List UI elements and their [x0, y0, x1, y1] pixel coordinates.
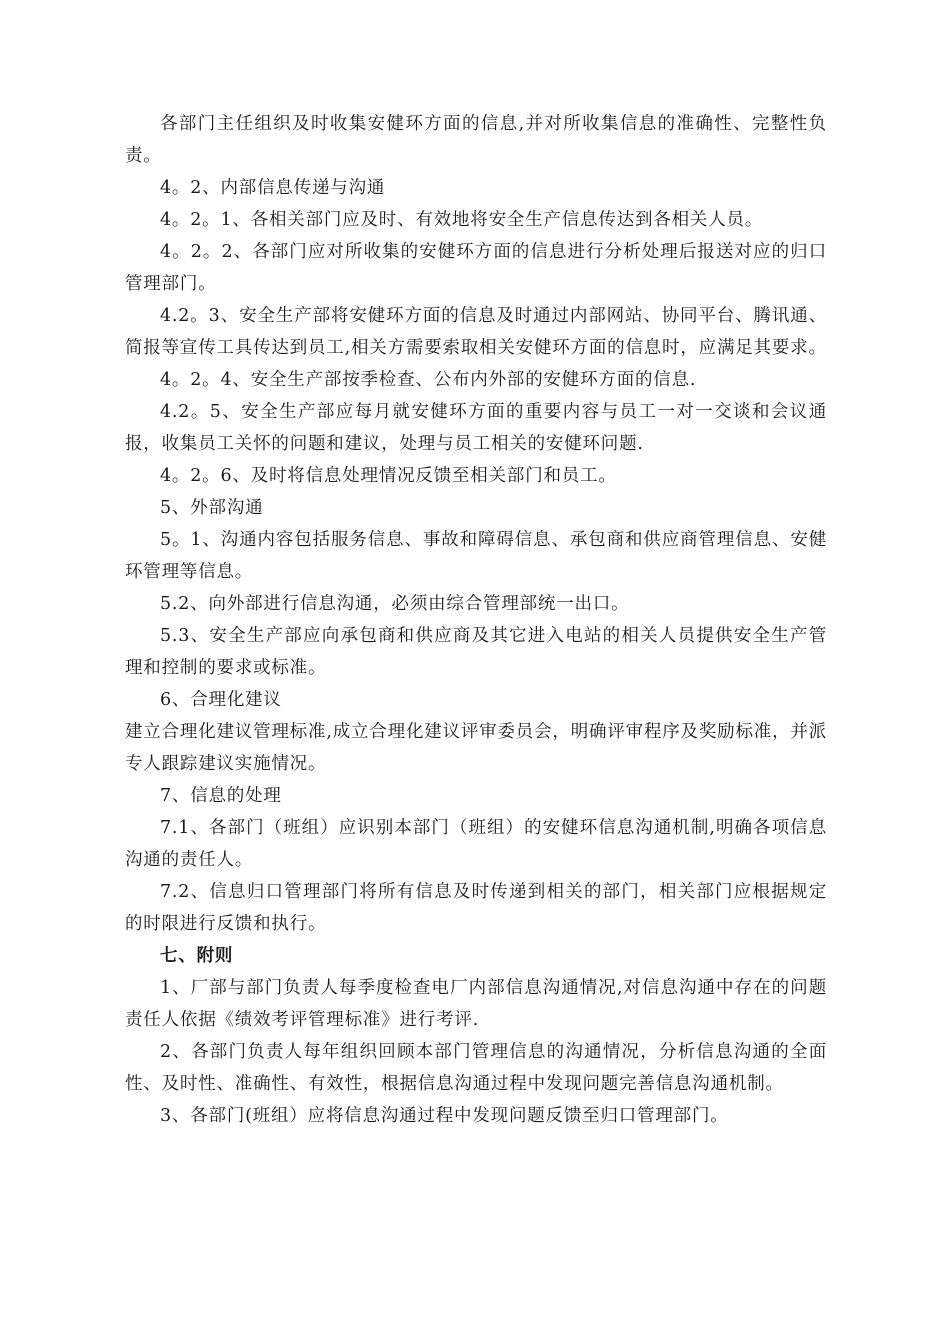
paragraph-5-3: 5.3、安全生产部应向承包商和供应商及其它进入电站的相关人员提供安全生产管理和控制的要求或标准。 [125, 626, 827, 678]
heading-6: 6、合理化建议 [160, 690, 282, 710]
paragraph-4-2-2: 4。2。2、各部门应对所收集的安健环方面的信息进行分析处理后报送对应的归口管理部门。 [125, 242, 827, 294]
section-heading-appendix: 七、附则 [160, 946, 234, 966]
paragraph-4-2-3: 4.2。3、安全生产部将安健环方面的信息及时通过内部网站、协同平台、腾讯通、简报等宣传工具传达到员工,相关方需要索取相关安健环方面的信息时，应满足其要求。 [125, 306, 827, 358]
paragraph-appendix-1: 1、厂部与部门负责人每季度检查电厂内部信息沟通情况,对信息沟通中存在的问题责任人依据《绩效考评管理标准》进行考评. [125, 978, 827, 1030]
paragraph-info-collection: 各部门主任组织及时收集安健环方面的信息,并对所收集信息的准确性、完整性负责。 [125, 114, 827, 166]
paragraph-appendix-3: 3、各部门(班组）应将信息沟通过程中发现问题反馈至归口管理部门。 [160, 1106, 729, 1126]
paragraph-5-1: 5。1、沟通内容包括服务信息、事故和障碍信息、承包商和供应商管理信息、安健环管理等信息。 [125, 530, 827, 582]
paragraph-4-2-6: 4。2。6、及时将信息处理情况反馈至相关部门和员工。 [160, 466, 617, 486]
paragraph-appendix-2: 2、各部门负责人每年组织回顾本部门管理信息的沟通情况，分析信息沟通的全面性、及时性、准确性、有效性，根据信息沟通过程中发现问题完善信息沟通机制。 [125, 1042, 827, 1094]
paragraph-6-body: 建立合理化建议管理标准,成立合理化建议评审委员会，明确评审程序及奖励标准，并派专人跟踪建议实施情况。 [125, 722, 827, 774]
paragraph-7-1: 7.1、各部门（班组）应识别本部门（班组）的安健环信息沟通机制,明确各项信息沟通的责任人。 [125, 818, 827, 870]
paragraph-4-2-1: 4。2。1、各相关部门应及时、有效地将安全生产信息传达到各相关人员。 [160, 210, 764, 230]
paragraph-7-2: 7.2、信息归口管理部门将所有信息及时传递到相关的部门，相关部门应根据规定的时限进行反馈和执行。 [125, 882, 827, 934]
paragraph-4-2-5: 4.2。5、安全生产部应每月就安健环方面的重要内容与员工一对一交谈和会议通报，收集员工关怀的问题和建议，处理与员工相关的安健环问题. [125, 402, 827, 454]
paragraph-4-2-4: 4。2。4、安全生产部按季检查、公布内外部的安健环方面的信息. [160, 370, 697, 390]
heading-7: 7、信息的处理 [160, 786, 282, 806]
document-body [125, 108, 827, 1132]
heading-4-2: 4。2、内部信息传递与沟通 [160, 178, 386, 198]
heading-5: 5、外部沟通 [160, 498, 264, 518]
paragraph-5-2: 5.2、向外部进行信息沟通，必须由综合管理部统一出口。 [160, 594, 630, 614]
